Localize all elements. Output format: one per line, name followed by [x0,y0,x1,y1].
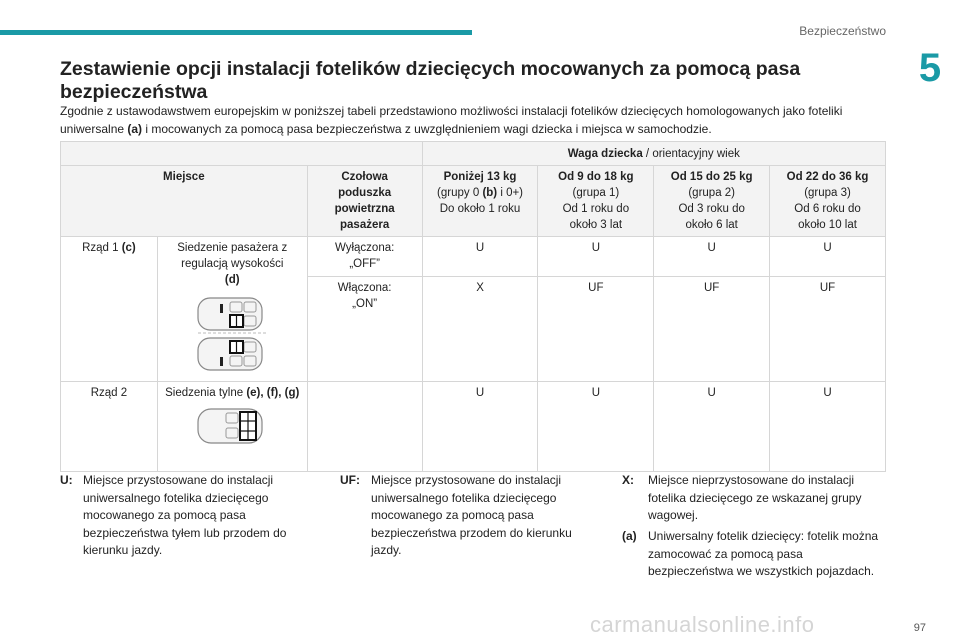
column-header-group: Od 15 do 25 kg (grupa 2) Od 3 roku do około 6 lat [654,166,770,237]
table-cell: U [422,382,538,472]
page-title: Zestawienie opcji instalacji fotelików dziecięcych mocowanych za pomocą pasa bezpieczeństwa [60,58,801,103]
column-header-group: Od 9 do 18 kg (grupa 1) Od 1 roku do około 3 lat [538,166,654,237]
page-number: 97 [913,622,926,634]
table-cell: U [654,237,770,277]
table-header-row [61,142,886,166]
table-cell: U [770,237,886,277]
weight-header: Waga dziecka / orientacyjny wiek [422,142,885,166]
airbag-off-cell: Wyłączona: „OFF” [307,237,422,277]
table-cell [307,382,422,472]
section-title: Bezpieczeństwo [799,24,886,38]
child-seat-table [60,141,886,472]
header-accent-bar [0,30,472,35]
row-place-cell: Rząd 2 [61,382,158,472]
table-header-row [61,166,886,237]
watermark: carmanualsonline.info [590,612,815,637]
column-header-group: Poniżej 13 kg (grupy 0 (b) i 0+) Do około 1 roku [422,166,538,237]
column-header-airbag: Czołowa poduszka powietrzna pasażera [307,166,422,237]
front-seat-car-icon [196,294,268,378]
intro-paragraph: Zgodnie z ustawodawstwem europejskim w poniższej tabeli przedstawiono możliwości instalacji fotelików dziecięcych homologowanych jako foteliki uniwersalne (a) i mocowanych za pomocą pasa bezpieczeństwa z uwzględnieniem wagi dziecka i miejsca w samochodzie. [60,104,843,136]
column-header-group: Od 22 do 36 kg (grupa 3) Od 6 roku do około 10 lat [770,166,886,237]
table-cell: U [654,382,770,472]
column-header-place: Miejsce [61,166,308,237]
table-cell: U [538,382,654,472]
table-cell: U [422,237,538,277]
row-seat-cell: Siedzenie pasażera z regulacją wysokości (d) [157,237,307,382]
chapter-number: 5 [900,42,960,94]
row-seat-cell: Siedzenia tylne (e), (f), (g) [157,382,307,472]
table-cell: U [538,237,654,277]
table-cell: UF [770,276,886,381]
table-cell: UF [538,276,654,381]
table-row [61,237,886,277]
table-cell: U [770,382,886,472]
table-row [61,382,886,472]
table-cell: UF [654,276,770,381]
table-cell: X [422,276,538,381]
airbag-on-cell: Włączona: „ON” [307,276,422,381]
rear-seat-car-icon [196,407,268,447]
row-place-cell: Rząd 1 (c) [61,237,158,382]
